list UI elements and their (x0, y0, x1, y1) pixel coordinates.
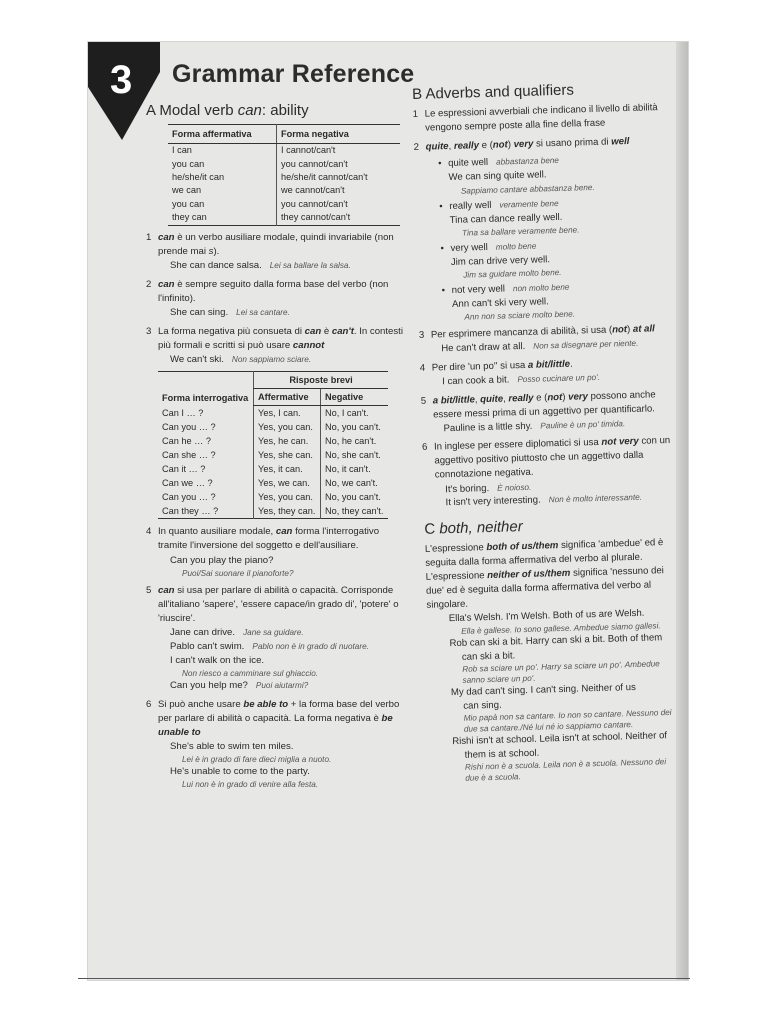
table-row (168, 171, 400, 184)
item-number: 3 (146, 326, 152, 337)
translation: Lei sa ballare la salsa. (269, 260, 351, 270)
intro-paragraph: L'espressione both of us/them significa 'ambedue' ed è seguita dalla forma affermativa del verbo al plurale. L'espressione neither of us/them significa 'nessuno dei due' ed è seguita dalla forma affermativa del verbo al singolare. (424, 537, 665, 612)
example-sentence: Pablo can't swim. Pablo non è in grado di nuotare. (170, 640, 369, 652)
table-cell: Can you … ? (162, 422, 216, 433)
translation: Rishi non è a scuola. Leila non è a scuola. Nessuno dei (464, 757, 667, 773)
translation: Lei è in grado di fare dieci miglia a nuoto. (182, 755, 332, 765)
table-cell: Yes, we can. (254, 476, 321, 490)
table-cell: Can he … ? (162, 436, 212, 447)
table-cell: Yes, I can. (254, 406, 321, 421)
table-cell: Can they … ? (162, 506, 219, 517)
rule-item-3 (146, 325, 408, 353)
affirmative-negative-table (168, 124, 400, 226)
example-sentence: Can you help me? Puoi aiutarmi? (170, 679, 309, 691)
example-sentence: Pauline is a little shy. Pauline è un po' timida. (443, 418, 626, 434)
table-row (158, 490, 388, 504)
translation: Pablo non è in grado di nuotare. (252, 641, 369, 651)
table-row (168, 198, 400, 211)
list-item: • not very well non molto bene Ann can't ski very well. Ann non sa sciare molto bene. (441, 282, 576, 322)
rule-text: Le espressioni avverbiali che indicano il livello di abilità vengono sempre poste alla fine della frase (424, 102, 658, 134)
example-sentence: Rishi isn't at school. Leila isn't at school. Neither of them is at school. Rishi non è a scuola. Leila non è a scuola. Nessuno dei due è a scuola. (430, 729, 689, 785)
table-cell: we can (168, 184, 277, 197)
table-header: Forma negativa (277, 125, 401, 144)
item-number: 5 (146, 584, 152, 596)
example-sentence: My dad can't sing. I can't sing. Neither of us can sing. Mio papà non sa cantare. Io non so cantare. Nessuno dei due sa cantare./Né lui né io sappiamo cantare. (429, 680, 688, 736)
item-number: 5 (420, 395, 427, 407)
page-title: Grammar Reference (172, 60, 415, 88)
translation: sanno sciare un po'. (462, 673, 536, 685)
translation: Non è molto interessante. (548, 492, 643, 505)
unit-number: 3 (110, 58, 133, 102)
rule-text: Per esprimere mancanza di abilità, si usa (not) at all (430, 323, 655, 341)
translation: È noioso. (497, 482, 532, 493)
table-cell: Yes, they can. (254, 504, 321, 519)
translation: Puoi/Sai suonare il pianoforte? (182, 568, 294, 578)
table-cell: he/she/it can (168, 171, 277, 184)
table-cell: they can (168, 211, 277, 225)
example-sentence: It's boring. È noioso. (445, 482, 532, 495)
translation: veramente bene (499, 198, 559, 210)
example-sentence: She can dance salsa. Lei sa ballare la salsa. (170, 259, 351, 271)
example-sentence: I can't walk on the ice. Non riesco a camminare sul ghiaccio. (146, 654, 408, 679)
table-row (158, 504, 388, 519)
table-cell: Yes, it can. (254, 462, 321, 476)
table-cell: No, we can't. (320, 476, 388, 490)
item-number: 4 (146, 526, 152, 538)
table-cell: Can it … ? (162, 464, 206, 475)
table-row (168, 184, 400, 197)
table-row (158, 462, 388, 476)
table-row (168, 211, 400, 225)
translation: Ann non sa sciare molto bene. (464, 309, 576, 322)
table-cell: No, he can't. (320, 434, 388, 448)
table-row (158, 476, 388, 490)
item-number: 6 (421, 441, 428, 454)
rule-item-4 (146, 525, 408, 553)
example-sentence: Can you play the piano? Puoi/Sai suonare il pianoforte? (146, 554, 408, 579)
table-cell: No, you can't. (320, 420, 388, 434)
table-cell: I cannot/can't (281, 145, 336, 156)
right-column (412, 81, 689, 785)
translation: Jim sa guidare molto bene. (463, 267, 562, 280)
example-sentence: Jane can drive. Jane sa guidare. (170, 626, 304, 638)
table-header-group: Risposte brevi (254, 372, 388, 389)
table-row (158, 434, 388, 448)
item-number: 1 (412, 108, 419, 121)
left-column (146, 104, 408, 790)
example-sentence: Ella's Welsh. I'm Welsh. Both of us are Welsh. Ella è gallese. Io sono gallese. Ambedue siamo gallesi. (427, 606, 686, 638)
rule-text: can si usa per parlare di abilità o capacità. Corrisponde all'italiano 'sapere', 'essere capace/in grado di', 'potere' o 'riuscire'. (158, 584, 399, 624)
rule-text: a bit/little, quite, really e (not) very possono anche essere messi prima di un aggettivo per quantificarlo. (432, 388, 656, 421)
translation: due sa cantare./Né lui né io sappiamo cantare. (463, 720, 634, 735)
table-header: Forma interrogativa (162, 392, 249, 403)
rule-text: can è sempre seguito dalla forma base del verbo (non l'infinito). (158, 278, 389, 304)
rule-text: quite, really e (not) very si usano prima di well (425, 136, 630, 153)
translation: Puoi aiutarmi? (255, 680, 309, 690)
table-cell: we cannot/can't (281, 185, 345, 196)
page-bottom-line (78, 978, 690, 979)
table-cell: he/she/it cannot/can't (281, 172, 368, 182)
rule-item-2 (146, 278, 408, 306)
table-cell: Yes, she can. (254, 448, 321, 462)
table-cell: Can we … ? (162, 478, 213, 489)
table-cell: you cannot/can't (281, 158, 348, 169)
bullet-icon: • (437, 158, 442, 170)
item-number: 4 (419, 362, 426, 374)
example-sentence: Tina can dance really well. (449, 211, 563, 226)
example-sentence: He's unable to come to the party. Lui non è in grado di venire alla festa. (146, 765, 408, 790)
table-header: Forma affermativa (168, 125, 277, 144)
example-sentence: She can sing. Lei sa cantare. (170, 307, 290, 318)
translation: Sappiamo cantare abbastanza bene. (460, 182, 595, 196)
translation: Rob sa sciare un po'. Harry sa sciare un po'. Ambedue (462, 659, 660, 674)
section-b-heading: B Adverbs and qualifiers (411, 81, 575, 103)
table-cell: Can you … ? (162, 492, 216, 503)
translation: Non sappiamo sciare. (231, 355, 312, 365)
example-sentence: Jim can drive very well. (450, 254, 551, 268)
rule-text: In inglese per essere diplomatici si usa not very con un aggettivo positivo piuttosto che un aggettivo dalla connotazione negativa. (433, 435, 671, 481)
table-cell: I can (168, 144, 277, 158)
table-row (158, 420, 388, 434)
translation: Lei sa cantare. (236, 308, 290, 317)
table-row (158, 406, 388, 421)
rule-item-1 (146, 231, 408, 259)
table-cell: Yes, he can. (254, 434, 321, 448)
rule-item-1 (413, 101, 672, 136)
table-row (168, 158, 400, 171)
table-cell: Can I … ? (162, 408, 204, 419)
table-cell: Yes, you can. (254, 420, 321, 434)
rule-text: Per dire 'un po'' si usa a bit/little. (431, 358, 573, 374)
list-item: • very well molto bene Jim can drive very well. Jim sa guidare molto bene. (440, 241, 562, 280)
example-sentence: It isn't very interesting. Non è molto interessante. (445, 492, 643, 509)
section-a-heading: A Modal verb can: ability (146, 102, 309, 119)
table-header: Negative (320, 389, 388, 406)
rule-text: Si può anche usare be able to + la forma base del verbo per parlare di abilità o capacità. La forma negativa è be unable to (158, 698, 400, 739)
list-item: • really well veramente bene Tina can dance really well. Tina sa ballare veramente bene. (439, 198, 580, 238)
rule-item-6 (146, 698, 408, 740)
example-sentence: I can cook a bit. Posso cucinare un po'. (442, 372, 601, 388)
table-cell: No, it can't. (320, 462, 388, 476)
item-number: 6 (146, 698, 152, 710)
translation: molto bene (495, 241, 537, 252)
rule-item-5 (146, 584, 408, 626)
example-sentence: Ann can't ski very well. (451, 296, 549, 310)
list-item: • quite well abbastanza bene We can sing quite well. Sappiamo cantare abbastanza bene. (437, 156, 595, 196)
question-short-answer-table (158, 371, 388, 519)
translation: Mio papà non sa cantare. Io non so cantare. Nessuno dei (463, 708, 672, 724)
example-sentence: He can't draw at all. Non sa disegnare per niente. (441, 339, 639, 355)
translation: Non riesco a camminare sul ghiaccio. (182, 668, 319, 678)
rule-text: In quanto ausiliare modale, can forma l'interrogativo tramite l'inversione del soggetto e dell'ausiliare. (158, 526, 380, 552)
bullet-icon: • (440, 242, 445, 255)
table-row (158, 448, 388, 462)
item-number: 3 (418, 329, 425, 342)
item-number: 2 (146, 278, 152, 290)
example-sentence: We can sing quite well. (448, 169, 547, 184)
rule-text: La forma negativa più consueta di can è can't. In contesti più formali e scritti si può usare cannot (158, 326, 403, 352)
table-cell: No, she can't. (320, 448, 388, 462)
table-cell: you cannot/can't (281, 198, 348, 209)
translation: Posso cucinare un po'. (517, 372, 601, 385)
example-sentence: We can't ski. Non sappiamo sciare. (170, 354, 312, 366)
table-cell: they cannot/can't (281, 212, 351, 223)
table-cell: No, they can't. (320, 504, 388, 519)
translation: abbastanza bene (495, 156, 560, 168)
translation: Jane sa guidare. (243, 627, 304, 637)
translation: Pauline è un po' timida. (540, 418, 626, 431)
item-number: 1 (146, 231, 152, 243)
item-number: 2 (413, 142, 420, 154)
example-sentence: She's able to swim ten miles. Lei è in grado di fare dieci miglia a nuoto. (146, 740, 408, 765)
table-cell: you can (168, 198, 277, 211)
section-c-heading: C both, neither (424, 517, 523, 538)
translation: Tina sa ballare veramente bene. (461, 225, 580, 238)
translation: Ella è gallese. Io sono gallese. Ambedue siamo gallesi. (461, 621, 661, 636)
rule-item-6 (422, 434, 681, 483)
table-cell: No, I can't. (320, 406, 388, 421)
translation: Lui non è in grado di venire alla festa. (182, 780, 319, 790)
translation: due è a scuola. (465, 772, 521, 784)
translation: non molto bene (512, 282, 570, 294)
table-cell: you can (168, 158, 277, 171)
table-cell: Yes, you can. (254, 490, 321, 504)
table-cell: Can she … ? (162, 450, 216, 461)
table-cell: No, you can't. (320, 490, 388, 504)
bullet-icon: • (439, 200, 443, 212)
bullet-icon: • (441, 285, 446, 297)
table-row (168, 144, 400, 158)
rule-text: can è un verbo ausiliare modale, quindi invariabile (non prende mai s). (158, 231, 394, 257)
table-header: Affermative (254, 389, 321, 406)
example-sentence: Rob can ski a bit. Harry can ski a bit. Both of them can ski a bit. Rob sa sciare un po'. Harry sa sciare un po'. Ambedue sanno sciare un po'. (427, 630, 686, 686)
translation: Non sa disegnare per niente. (533, 339, 639, 351)
